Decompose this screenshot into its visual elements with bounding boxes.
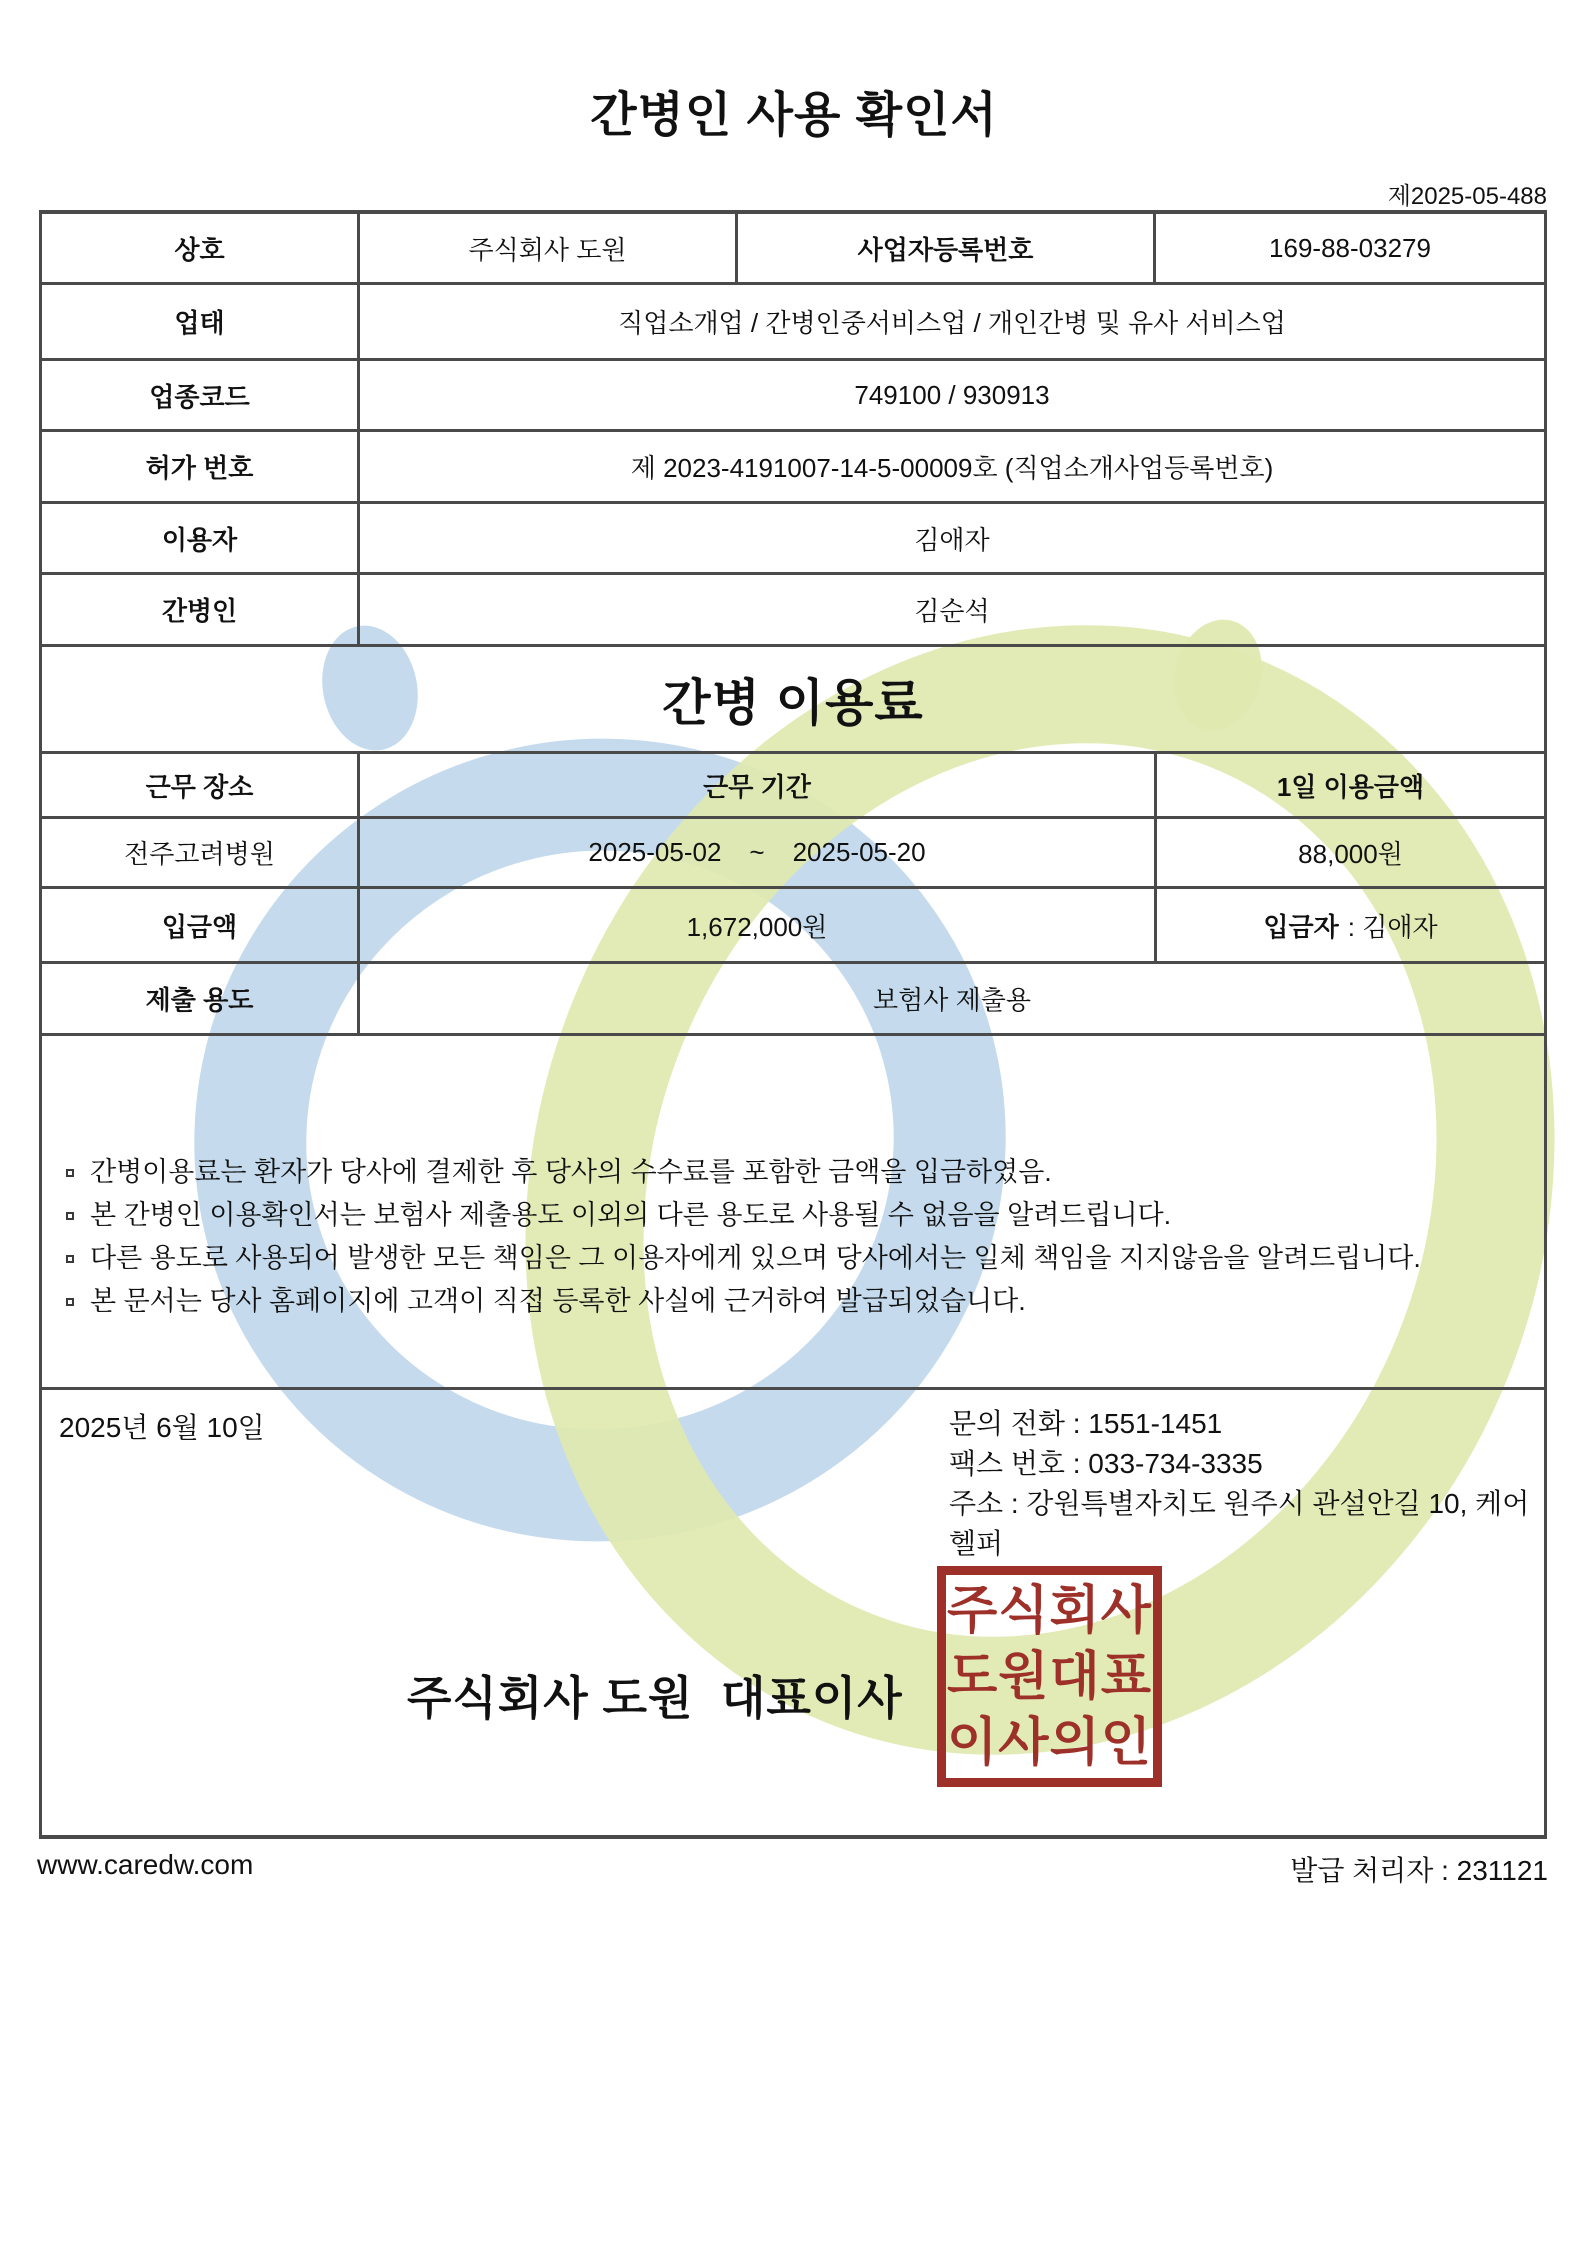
contact-block bbox=[949, 1404, 1544, 1564]
row-deposit bbox=[42, 889, 1544, 964]
seal-text-line: 도원대표 bbox=[947, 1647, 1152, 1706]
issue-sign-area bbox=[42, 1390, 1544, 1835]
workplace-value: 전주고려병원 bbox=[124, 839, 275, 869]
row-caregiver bbox=[42, 575, 1544, 647]
note-text: 간병이용료는 환자가 당사에 결제한 후 당사의 수수료를 포함한 금액을 입금하였음. bbox=[90, 1157, 1052, 1187]
row-industry-code bbox=[42, 361, 1544, 432]
square-bullet-icon bbox=[66, 1169, 74, 1177]
contact-fax: 팩스 번호 : 033-734-3335 bbox=[949, 1448, 1263, 1479]
note-text: 본 문서는 당사 홈페이지에 고객이 직접 등록한 사실에 근거하여 발급되었습니다. bbox=[90, 1286, 1026, 1316]
row-fee-title bbox=[42, 647, 1544, 754]
fee-section-title: 간병 이용료 bbox=[662, 675, 924, 731]
company-value: 주식회사 도원 bbox=[357, 214, 735, 282]
purpose-value: 보험사 제출용 bbox=[357, 964, 1544, 1033]
note-text: 본 간병인 이용확인서는 보험사 제출용도 이외의 다른 용도로 사용될 수 없음을 알려드립니다. bbox=[90, 1200, 1172, 1230]
row-fee-headers bbox=[42, 754, 1544, 819]
square-bullet-icon bbox=[66, 1212, 74, 1220]
workplace-label: 근무 장소 bbox=[145, 771, 254, 802]
square-bullet-icon bbox=[66, 1255, 74, 1263]
company-label: 상호 bbox=[174, 234, 225, 265]
company-signature: 주식회사 도원 대표이사 bbox=[407, 1672, 903, 1724]
permit-label: 허가 번호 bbox=[145, 453, 254, 483]
note-item bbox=[62, 1151, 1052, 1194]
notes-list bbox=[42, 1036, 1544, 1387]
confirmation-table bbox=[39, 210, 1547, 1839]
row-company bbox=[42, 214, 1544, 285]
depositor-cell bbox=[1154, 889, 1544, 961]
seal-text-line: 주식회사 bbox=[947, 1581, 1152, 1640]
period-label: 근무 기간 bbox=[357, 754, 1154, 816]
biz-reg-label: 사업자등록번호 bbox=[735, 214, 1153, 282]
caregiver-value: 김순석 bbox=[357, 575, 1544, 644]
row-notes bbox=[42, 1036, 1544, 1390]
footer-website: www.caredw.com bbox=[37, 1849, 254, 1880]
deposit-label: 입금액 bbox=[161, 911, 238, 942]
contact-address: 주소 : 강원특별자치도 원주시 관설안길 10, 케어헬퍼 bbox=[949, 1488, 1530, 1559]
industry-code-label: 업종코드 bbox=[149, 381, 250, 412]
row-purpose bbox=[42, 964, 1544, 1036]
row-issue-sign bbox=[42, 1390, 1544, 1835]
row-fee-values bbox=[42, 819, 1544, 889]
period-separator: ~ bbox=[749, 837, 765, 867]
permit-value: 제 2023-4191007-14-5-00009호 (직업소개사업등록번호) bbox=[357, 432, 1544, 501]
depositor-label: 입금자 bbox=[1263, 911, 1339, 942]
period-start: 2025-05-02 bbox=[588, 837, 722, 867]
industry-code-value: 749100 / 930913 bbox=[357, 361, 1544, 429]
note-item bbox=[62, 1194, 1171, 1237]
note-text: 다른 용도로 사용되어 발생한 모든 책임은 그 이용자에게 있으며 당사에서는 일체 책임을 지지않음을 알려드립니다. bbox=[90, 1243, 1421, 1273]
corporate-seal-stamp bbox=[937, 1566, 1162, 1787]
doc-number: 제2025-05-488 bbox=[1387, 183, 1547, 210]
row-biz-type bbox=[42, 285, 1544, 361]
period-end: 2025-05-20 bbox=[792, 837, 926, 867]
row-permit bbox=[42, 432, 1544, 504]
square-bullet-icon bbox=[66, 1298, 74, 1306]
deposit-value: 1,672,000원 bbox=[357, 889, 1154, 961]
daily-fee-value: 88,000원 bbox=[1154, 819, 1544, 886]
seal-text-line: 이사의인 bbox=[947, 1713, 1152, 1772]
biz-type-label: 업태 bbox=[174, 308, 225, 338]
biz-reg-value: 169-88-03279 bbox=[1153, 214, 1544, 282]
row-user bbox=[42, 504, 1544, 575]
depositor-value: : 김애자 bbox=[1347, 911, 1438, 942]
user-value: 김애자 bbox=[357, 504, 1544, 572]
biz-type-value: 직업소개업 / 간병인중서비스업 / 개인간병 및 유사 서비스업 bbox=[357, 285, 1544, 358]
caregiver-label: 간병인 bbox=[161, 596, 238, 626]
issue-date: 2025년 6월 10일 bbox=[59, 1412, 265, 1443]
purpose-label: 제출 용도 bbox=[145, 985, 254, 1015]
note-item bbox=[62, 1237, 1421, 1280]
daily-fee-label: 1일 이용금액 bbox=[1154, 754, 1544, 816]
contact-phone: 문의 전화 : 1551-1451 bbox=[949, 1408, 1223, 1439]
footer-issuer: 발급 처리자 : 231121 bbox=[1290, 1855, 1548, 1886]
page-title: 간병인 사용 확인서 bbox=[590, 89, 998, 142]
note-item bbox=[62, 1280, 1026, 1323]
user-label: 이용자 bbox=[161, 524, 238, 555]
period-value bbox=[357, 819, 1154, 886]
